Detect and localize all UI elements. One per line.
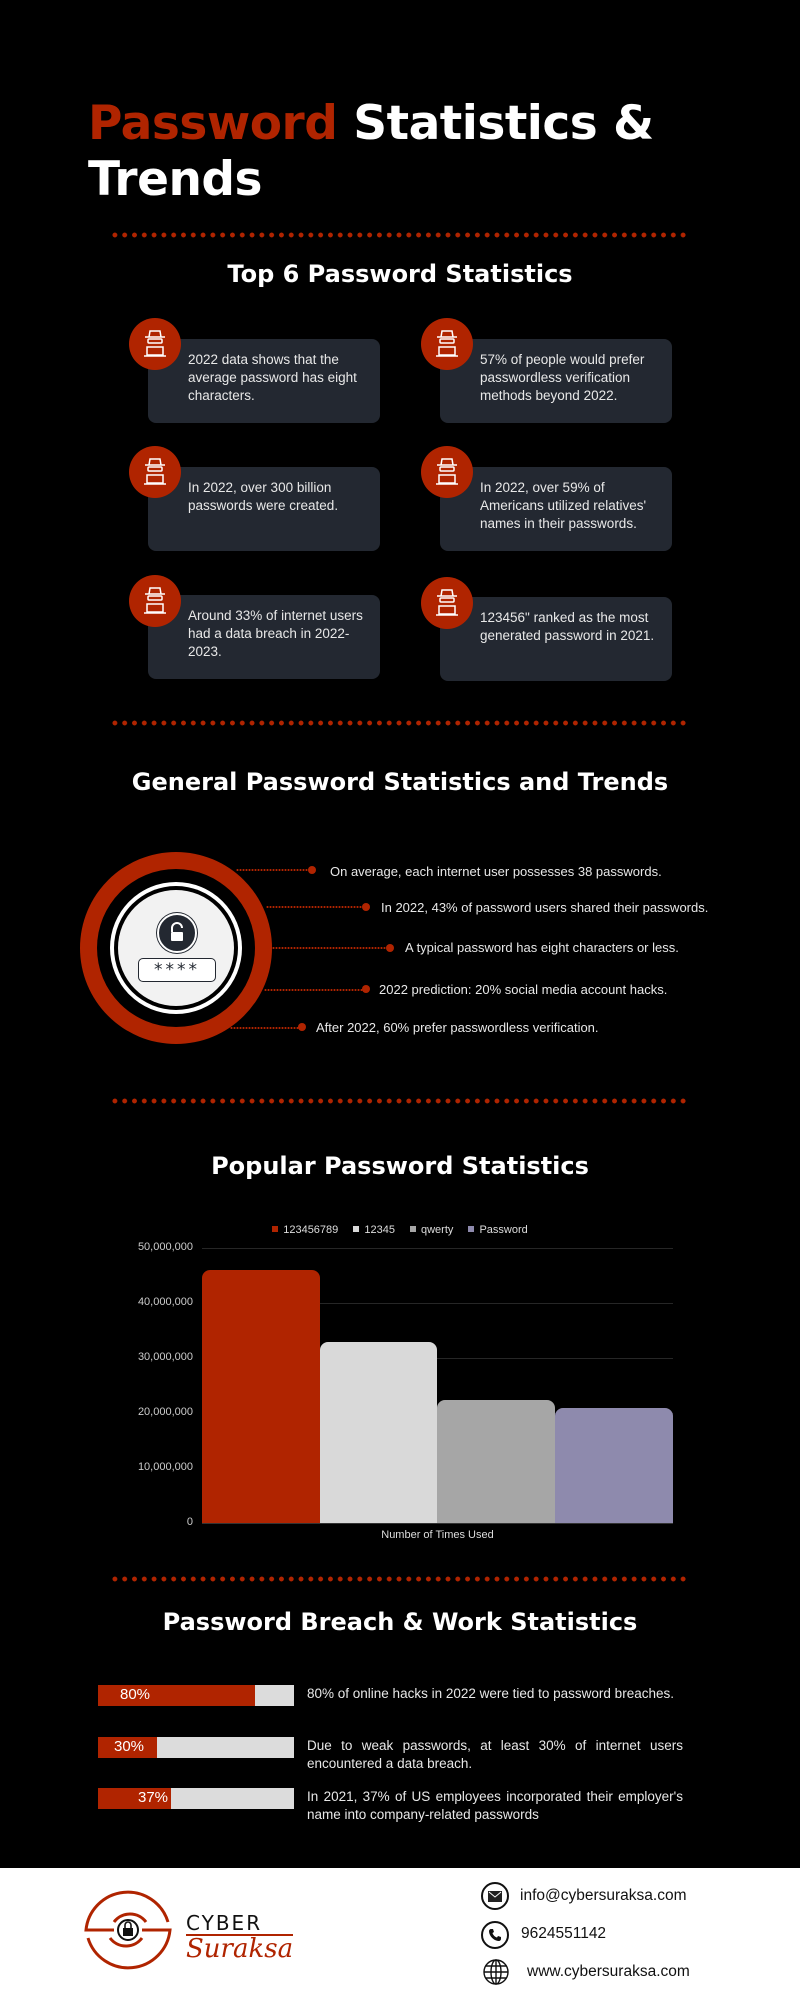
general-stats-heading: General Password Statistics and Trends xyxy=(131,768,669,796)
general-stat: In 2022, 43% of password users shared their passwords. xyxy=(381,900,709,915)
leader-dot xyxy=(362,903,370,911)
stat-card-text: Around 33% of internet users had a data breach in 2022-2023. xyxy=(188,608,363,659)
general-stat: After 2022, 60% prefer passwordless verification. xyxy=(316,1020,599,1035)
progress-label: 80% xyxy=(120,1686,151,1703)
globe-icon xyxy=(482,1958,510,1986)
progress-label: 30% xyxy=(114,1738,145,1755)
progress-label: 37% xyxy=(138,1789,169,1806)
breach-stats-heading: Password Breach & Work Statistics xyxy=(162,1608,638,1636)
breach-stat-text: In 2021, 37% of US employees incorporated their employer's name into company-related passwords xyxy=(307,1789,683,1822)
masked-password-field: **** xyxy=(138,958,216,982)
stat-card-text: 2022 data shows that the average password has eight characters. xyxy=(188,352,357,403)
leader-dot xyxy=(298,1023,306,1031)
legend-swatch xyxy=(468,1226,474,1232)
y-tick: 20,000,000 xyxy=(137,1406,193,1418)
title-rest: Statistics & Trends xyxy=(88,96,654,207)
dotted-divider xyxy=(110,1576,688,1582)
cyber-suraksa-logo-icon xyxy=(80,1882,176,1978)
x-axis-label: Number of Times Used xyxy=(381,1529,494,1541)
legend-label: Password xyxy=(479,1224,528,1236)
y-tick: 0 xyxy=(186,1516,193,1528)
spy-laptop-icon xyxy=(421,318,473,370)
legend-label: 123456789 xyxy=(283,1224,339,1236)
legend-swatch xyxy=(272,1226,278,1232)
footer xyxy=(0,1868,800,2000)
bar-123456789 xyxy=(202,1270,320,1523)
title-accent: Password xyxy=(88,96,338,151)
spy-laptop-icon xyxy=(129,575,181,627)
y-tick: 10,000,000 xyxy=(137,1461,193,1473)
legend-swatch xyxy=(353,1226,359,1232)
brand-name-bottom: Suraksa xyxy=(186,1934,294,1964)
y-tick: 30,000,000 xyxy=(137,1351,193,1363)
spy-laptop-icon xyxy=(129,446,181,498)
stat-card xyxy=(148,595,380,679)
x-axis xyxy=(202,1523,673,1524)
legend-item xyxy=(410,1224,453,1236)
progress-bar xyxy=(98,1788,294,1809)
stat-card xyxy=(440,467,672,551)
email-icon xyxy=(481,1882,509,1910)
stat-card xyxy=(148,467,380,551)
bar-12345 xyxy=(320,1342,437,1524)
general-stat: A typical password has eight characters or less. xyxy=(405,940,679,955)
dotted-divider xyxy=(110,720,688,726)
progress-bar xyxy=(98,1737,294,1758)
padlock-icon xyxy=(157,913,197,953)
breach-stat-text: Due to weak passwords, at least 30% of internet users encountered a data breach. xyxy=(307,1738,683,1771)
bar-password xyxy=(555,1408,673,1524)
legend-item xyxy=(468,1224,527,1236)
stat-card xyxy=(440,339,672,423)
dotted-divider xyxy=(110,232,688,238)
popular-stats-heading: Popular Password Statistics xyxy=(211,1152,589,1180)
leader-dot xyxy=(386,944,394,952)
leader-dot xyxy=(308,866,316,874)
leader-line xyxy=(236,869,312,871)
spy-laptop-icon xyxy=(421,446,473,498)
top-stats-heading: Top 6 Password Statistics xyxy=(227,260,573,288)
leader-line xyxy=(230,1027,302,1029)
dotted-divider xyxy=(110,1098,688,1104)
stat-card-text: 57% of people would prefer passwordless verification methods beyond 2022. xyxy=(480,352,645,403)
legend-item xyxy=(272,1224,338,1236)
brand-name-top: CYBER xyxy=(186,1911,263,1935)
stat-card xyxy=(440,597,672,681)
legend-label: 12345 xyxy=(364,1224,395,1236)
bar-qwerty xyxy=(437,1400,555,1523)
progress-bar xyxy=(98,1685,294,1706)
legend-item xyxy=(353,1224,395,1236)
general-stat: 2022 prediction: 20% social media account hacks. xyxy=(379,982,668,997)
stat-card-text: In 2022, over 59% of Americans utilized relatives' names in their passwords. xyxy=(480,480,647,531)
y-tick: 50,000,000 xyxy=(137,1241,193,1253)
y-tick: 40,000,000 xyxy=(137,1296,193,1308)
stat-card-text: 123456" ranked as the most generated password in 2021. xyxy=(480,610,655,643)
page-title xyxy=(88,96,728,208)
legend-label: qwerty xyxy=(421,1224,454,1236)
phone-icon xyxy=(481,1921,509,1949)
leader-dot xyxy=(362,985,370,993)
website-link[interactable]: www.cybersuraksa.com xyxy=(527,1963,690,1980)
breach-stat-text: 80% of online hacks in 2022 were tied to password breaches. xyxy=(307,1686,674,1701)
general-stat: On average, each internet user possesses 38 passwords. xyxy=(330,864,662,879)
leader-line xyxy=(272,947,392,949)
chart-legend xyxy=(0,1224,800,1236)
stat-card xyxy=(148,339,380,423)
phone-link[interactable]: 9624551142 xyxy=(521,1925,607,1942)
stat-card-text: In 2022, over 300 billion passwords were created. xyxy=(188,480,339,513)
leader-line xyxy=(266,906,366,908)
spy-laptop-icon xyxy=(129,318,181,370)
leader-line xyxy=(264,989,366,991)
email-link[interactable]: info@cybersuraksa.com xyxy=(520,1887,687,1904)
legend-swatch xyxy=(410,1226,416,1232)
spy-laptop-icon xyxy=(421,577,473,629)
gridline xyxy=(202,1248,673,1249)
